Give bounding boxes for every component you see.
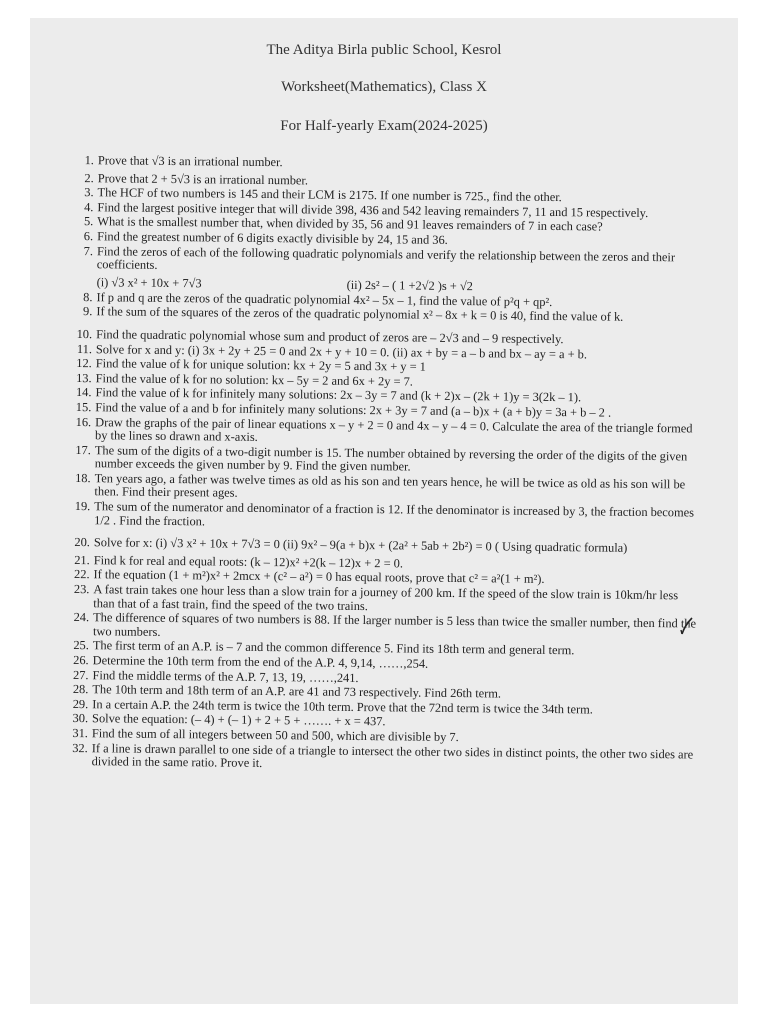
- question-text: The difference of squares of two numbers is 88. If the larger number is 5 less than twice the smaller number, then find the two numbers.: [92, 610, 697, 639]
- question-number: 6.: [83, 229, 94, 244]
- question-number: 30.: [72, 711, 89, 726]
- question-7-part-i: (i) √3 x² + 10x + 7√3: [96, 274, 202, 291]
- question-number: 25.: [73, 638, 89, 653]
- question-text: What is the smallest number that, when divided by 35, 56 and 91 leaves remainders of 7 in each case?: [97, 214, 603, 234]
- question-number: 23.: [73, 582, 90, 597]
- question-number: 12.: [76, 356, 92, 371]
- question-text: Draw the graphs of the pair of linear equations x – y + 2 = 0 and 4x – y – 4 = 0. Calculate the area of the triangle formed by the lines so drawn and x-axis.: [94, 414, 693, 445]
- question-list: [68, 154, 706, 776]
- question-text: A fast train takes one hour less than a slow train for a journey of 200 km. If the speed of the slow train is 10km/hr less than that of a fast train, find the speed of the two trains.: [93, 582, 679, 613]
- question-text: The sum of the digits of a two-digit number is 15. The number obtained by reversing the order of the digits of the given number exceeds the given number by 9. Find the given number.: [94, 442, 688, 474]
- question-number: 9.: [82, 304, 93, 319]
- question-number: 7.: [83, 243, 94, 258]
- question-text: If p and q are the zeros of the quadratic polynomial 4x² – 5x – 1, find the value of p²q + qp².: [96, 289, 553, 309]
- question-7-part-ii: (ii) 2s² – ( 1 +2√2 )s + √2: [346, 277, 473, 293]
- question-text: Solve the equation: (– 4) + (– 1) + 2 + 5 + ……. + x = 437.: [92, 711, 386, 729]
- tick-icon: [680, 616, 694, 638]
- question-number: 26.: [73, 653, 89, 668]
- question-text: Determine the 10th term from the end of the A.P. 4, 9,14, ……,254.: [92, 653, 429, 671]
- question-number: 22.: [74, 567, 90, 582]
- worksheet-title: Worksheet(Mathematics), Class X: [281, 79, 487, 95]
- question-text: Find the value of k for unique solution: kx + 2y = 5 and 3x + y = 1: [95, 356, 426, 374]
- question-text: Solve for x: (i) √3 x² + 10x + 7√3 = 0 (ii) 9x² – 9(a + b)x + (2a² + 5ab + 2b²) = 0 ( Using quadratic formula): [93, 535, 628, 556]
- question-text: The first term of an A.P. is – 7 and the common difference 5. Find its 18th term and general term.: [92, 638, 575, 658]
- question-number: 20.: [74, 535, 91, 550]
- school-name: The Aditya Birla public School, Kesrol: [266, 42, 502, 58]
- question-number: 19.: [74, 499, 91, 514]
- question-text: The sum of the numerator and denominator of a fraction is 12. If the denominator is increased by 3, the fraction becomes 1/2 . Find the fraction.: [94, 499, 695, 529]
- question-text: Find the greatest number of 6 digits exactly divisible by 24, 15 and 36.: [97, 229, 448, 247]
- question-text: In a certain A.P. the 24th term is twice the 10th term. Prove that the 72nd term is twice the 34th term.: [92, 697, 593, 717]
- question-number: 8.: [83, 289, 93, 304]
- question-text: Prove that 2 + 5√3 is an irrational number.: [97, 170, 309, 188]
- question-number: 29.: [72, 696, 89, 711]
- handwritten-tick-mark: [680, 616, 694, 644]
- question-text: Find the value of a and b for infinitely many solutions: 2x + 3y = 7 and (a – b)x + (a + b)y = 3a + b – 2 .: [95, 400, 612, 420]
- question-item: [70, 500, 702, 534]
- question-text: Solve for x and y: (i) 3x + 2y + 25 = 0 and 2x + y + 10 = 0. (ii) ax + by = a – b and bx – ay = a + b.: [95, 341, 588, 361]
- question-number: 18.: [75, 470, 91, 486]
- question-item: [73, 245, 705, 279]
- question-number: 3.: [84, 185, 94, 200]
- question-text: Find the middle terms of the A.P. 7, 13, 19, ……,241.: [92, 667, 359, 685]
- question-number: 24.: [73, 610, 90, 625]
- question-number: 15.: [75, 399, 92, 415]
- question-text: The 10th term and 18th term of an A.P. are 41 and 73 respectively. Find 26th term.: [92, 682, 502, 701]
- question-text: If a line is drawn parallel to one side of a triangle to intersect the other two sides in distinct points, the other two sides are divided in the same ratio. Prove it.: [91, 740, 694, 771]
- question-text: Find the value of k for no solution: kx – 5y = 2 and 6x + 2y = 7.: [95, 370, 413, 389]
- exam-title: For Half-yearly Exam(2024-2025): [280, 118, 488, 134]
- question-number: 10.: [76, 326, 93, 342]
- question-text: Find k for real and equal roots: (k – 12)x² +2(k – 12)x + 2 = 0.: [93, 553, 404, 571]
- question-text: Find the value of k for infinitely many solutions: 2x – 3y = 7 and (k + 2)x – (2k + 1)y = 3(2k – 1).: [95, 385, 582, 405]
- question-text: If the sum of the squares of the zeros of the quadratic polynomial x² – 8x + k = 0 is 40, find the value of k.: [96, 304, 624, 325]
- question-number: 16.: [75, 414, 92, 429]
- question-text: Find the largest positive integer that will divide 398, 436 and 542 leaving remainders 7, 11 and 15 respectively.: [97, 200, 649, 220]
- question-text: Ten years ago, a father was twelve times as old as his son and ten years hence, he will be twice as old as his son will be then. Find their present ages.: [94, 471, 686, 501]
- question-number: 1.: [84, 153, 95, 168]
- question-number: 31.: [72, 725, 89, 741]
- question-text: Find the quadratic polynomial whose sum and product of zeros are – 2√3 and – 9 respectively.: [96, 327, 564, 347]
- question-number: 13.: [76, 370, 92, 385]
- question-text: Find the zeros of each of the following quadratic polynomials and verify the relationship between the zeros and their coefficients.: [96, 243, 676, 273]
- question-number: 14.: [75, 385, 92, 400]
- question-number: 21.: [74, 552, 90, 568]
- question-number: 17.: [75, 442, 91, 457]
- question-number: 4.: [84, 199, 94, 214]
- question-text: The HCF of two numbers is 145 and their LCM is 2175. If one number is 725., find the other.: [97, 185, 562, 205]
- question-item: [68, 742, 700, 776]
- question-number: 11.: [76, 341, 93, 356]
- question-number: 27.: [72, 667, 89, 682]
- question-number: 32.: [72, 740, 88, 755]
- worksheet-page: [30, 18, 738, 1004]
- question-text: If the equation (1 + m²)x² + 2mcx + (c² – a²) = 0 has equal roots, prove that c² = a²(1 + m²).: [93, 567, 545, 587]
- question-number: 2.: [84, 170, 94, 185]
- question-text: Prove that √3 is an irrational number.: [97, 153, 283, 170]
- question-text: Find the sum of all integers between 50 and 500, which are divisible by 7.: [91, 726, 459, 745]
- question-number: 5.: [83, 214, 94, 229]
- question-number: 28.: [72, 682, 89, 697]
